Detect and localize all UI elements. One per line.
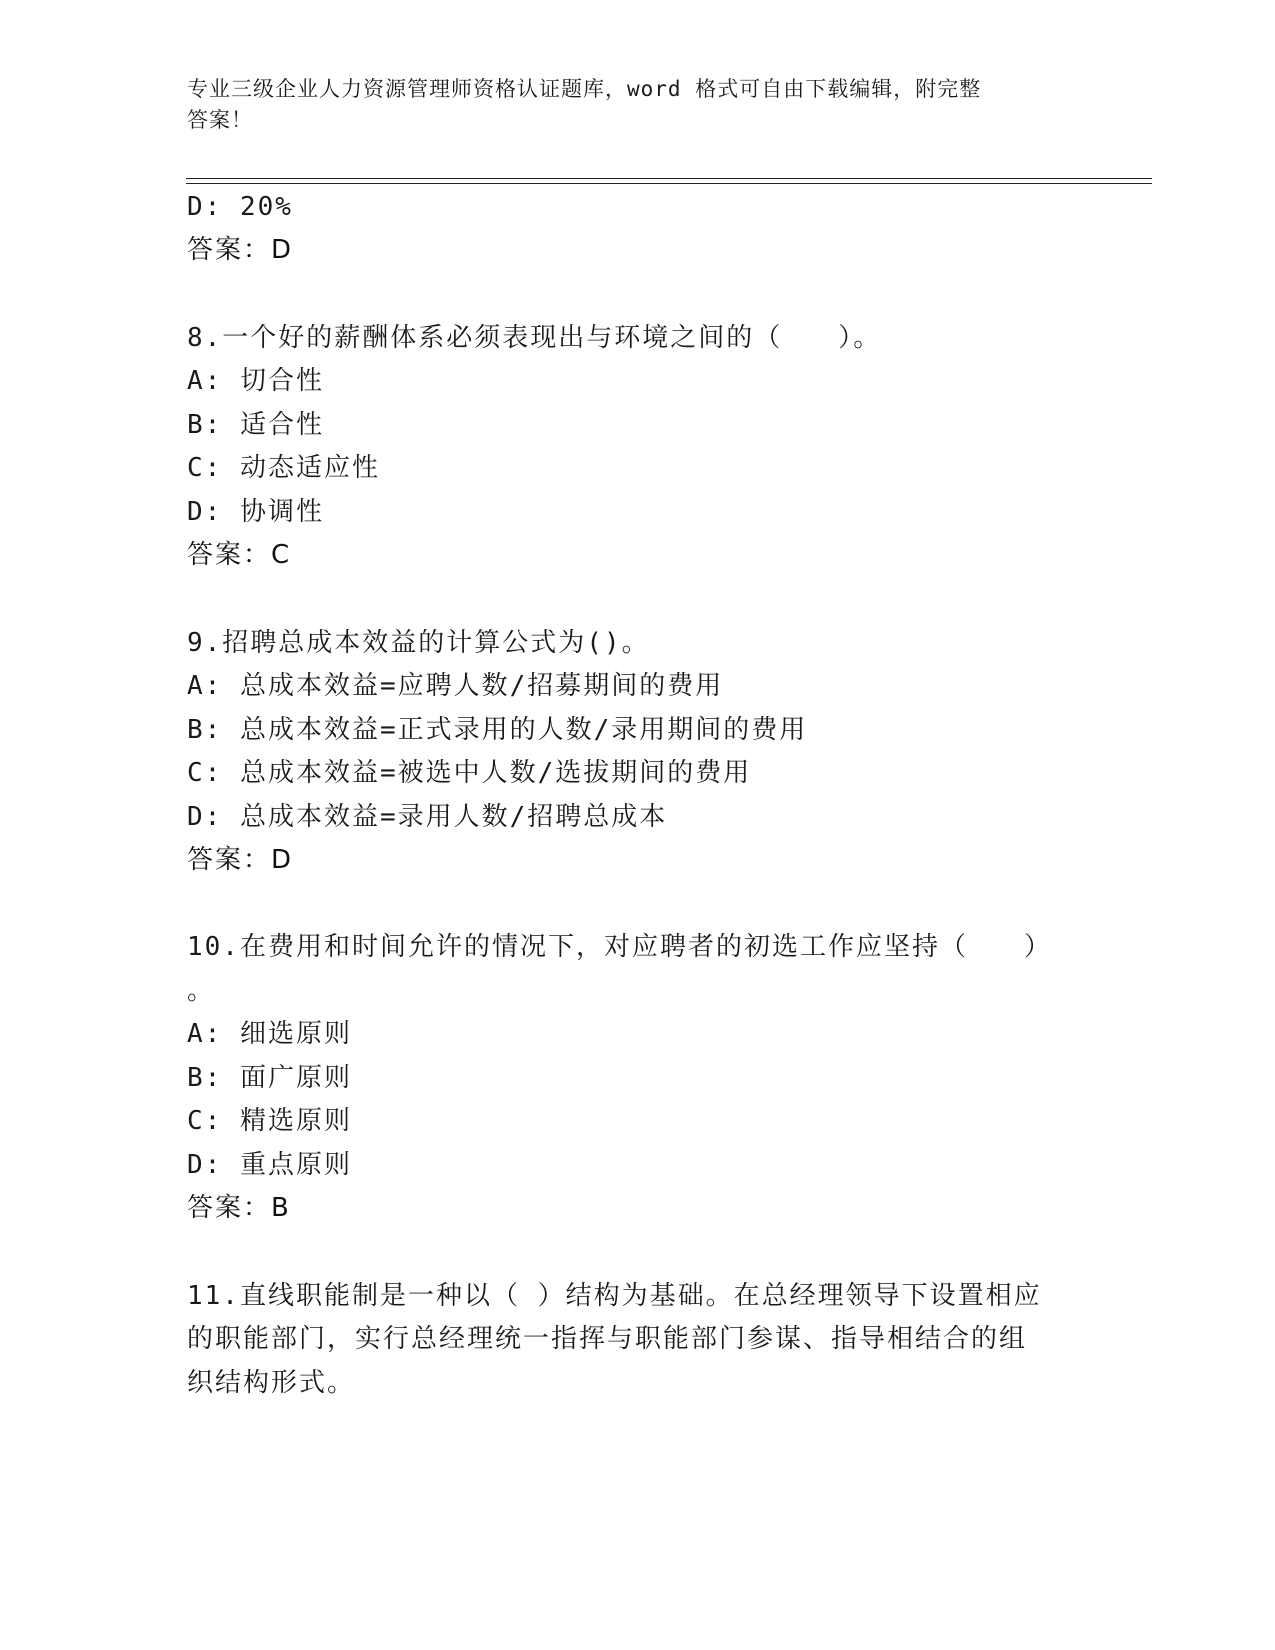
header-line-1: 专业三级企业人力资源管理师资格认证题库，word 格式可自由下载编辑，附完整	[187, 77, 982, 101]
prev-option-d: D: 20%	[187, 192, 293, 222]
header-line-2: 答案！	[187, 108, 253, 132]
q10-option-b: B: 面广原则	[187, 1063, 352, 1093]
q9-option-d: D: 总成本效益=录用人数/招聘总成本	[187, 802, 668, 832]
q10-option-c: C: 精选原则	[187, 1106, 352, 1136]
q8-answer: 答案：C	[187, 540, 292, 570]
q10-stem-line-1: 10.在费用和时间允许的情况下，对应聘者的初选工作应坚持（ ）	[187, 932, 1052, 962]
q11-stem-line-1: 11.直线职能制是一种以（ ）结构为基础。在总经理领导下设置相应	[187, 1281, 1042, 1311]
page-header	[187, 74, 1067, 136]
q9-option-c: C: 总成本效益=被选中人数/选拔期间的费用	[187, 758, 752, 788]
q8-stem: 8.一个好的薪酬体系必须表现出与环境之间的（ ）。	[187, 323, 882, 353]
q11-stem-line-2: 的职能部门，实行总经理统一指挥与职能部门参谋、指导相结合的组	[187, 1324, 1028, 1354]
q9-option-a: A: 总成本效益=应聘人数/招募期间的费用	[187, 671, 724, 701]
header-rule-bottom	[186, 183, 1152, 184]
q9-stem: 9.招聘总成本效益的计算公式为()。	[187, 628, 650, 658]
q8-option-b: B: 适合性	[187, 410, 324, 440]
q10-option-a: A: 细选原则	[187, 1019, 352, 1049]
q8-option-a: A: 切合性	[187, 366, 324, 396]
q8-option-c: C: 动态适应性	[187, 453, 380, 483]
q10-option-d: D: 重点原则	[187, 1150, 352, 1180]
q9-answer: 答案：D	[187, 845, 294, 875]
q10-answer: 答案：B	[187, 1193, 291, 1223]
q9-option-b: B: 总成本效益=正式录用的人数/录用期间的费用	[187, 715, 808, 745]
q10-stem-line-2: 。	[187, 976, 216, 1006]
q8-option-d: D: 协调性	[187, 497, 324, 527]
header-rule-top	[186, 178, 1152, 179]
q11-stem-line-3: 织结构形式。	[187, 1368, 356, 1398]
prev-answer: 答案：D	[187, 235, 294, 265]
